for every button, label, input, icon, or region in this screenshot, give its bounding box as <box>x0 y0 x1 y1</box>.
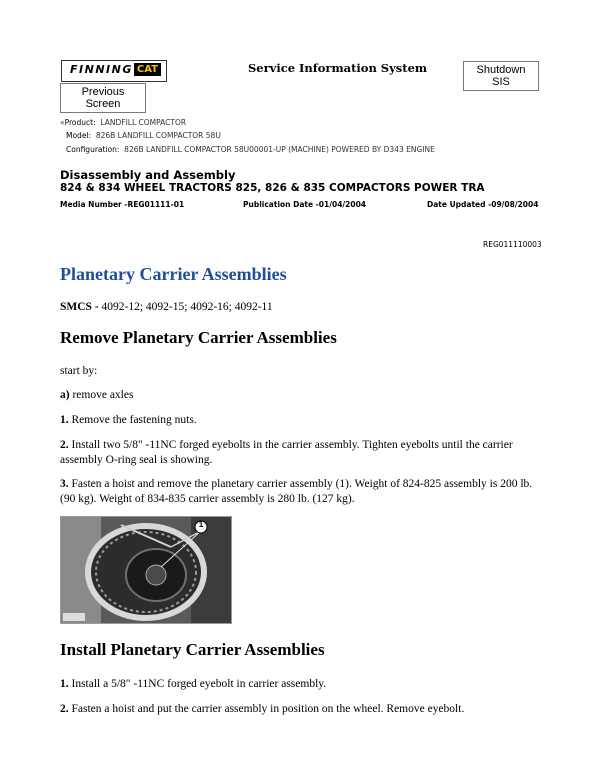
document-id: REG011110003 <box>483 240 542 249</box>
step-a <box>60 388 133 403</box>
start-by-text: start by: <box>60 365 98 377</box>
config-value: 826B LANDFILL COMPACTOR 58U00001-UP (MACHINE) POWERED BY D343 ENGINE <box>124 145 435 154</box>
photo-callout-number: 1 <box>198 520 204 529</box>
product-line <box>60 118 186 127</box>
photo-illustration <box>61 517 231 623</box>
step-a-label: a) <box>60 389 70 401</box>
section-heading: Disassembly and Assembly <box>60 168 236 182</box>
config-key: Configuration: <box>66 145 120 154</box>
product-value: LANDFILL COMPACTOR <box>100 118 187 127</box>
model-value: 826B LANDFILL COMPACTOR 58U <box>95 131 221 140</box>
remove-step-1 <box>60 413 540 428</box>
step-number: 1. <box>60 678 69 690</box>
install-heading: Install Planetary Carrier Assemblies <box>60 640 325 659</box>
cat-badge: CAT <box>134 63 161 76</box>
smcs-label: SMCS - <box>60 301 102 313</box>
page-title: Planetary Carrier Assemblies <box>60 264 287 284</box>
previous-screen-button[interactable]: Previous Screen <box>60 83 146 113</box>
remove-heading: Remove Planetary Carrier Assemblies <box>60 328 337 347</box>
step-number: 2. <box>60 439 69 451</box>
install-step-2 <box>60 702 540 717</box>
step-text: Fasten a hoist and put the carrier assembly in position on the wheel. Remove eyebolt. <box>71 703 465 715</box>
step-text: Install a 5/8" -11NC forged eyebolt in carrier assembly. <box>71 678 327 690</box>
configuration-line <box>66 145 435 154</box>
step-text: Remove the fastening nuts. <box>71 414 197 426</box>
system-title: Service Information System <box>248 61 428 75</box>
step-a-text: remove axles <box>72 389 134 401</box>
date-updated: Date Updated -09/08/2004 <box>427 200 539 209</box>
finning-cat-logo <box>61 60 167 82</box>
doc-subtitle: 824 & 834 WHEEL TRACTORS 825, 826 & 835 COMPACTORS POWER TRA <box>60 182 485 194</box>
step-number: 2. <box>60 703 69 715</box>
step-text: Install two 5/8" -11NC forged eyebolts in the carrier assembly. Tighten eyebolts until the carrier assembly O-ring seal is showing. <box>60 439 513 466</box>
product-key: Product: <box>64 118 96 127</box>
publication-date: Publication Date -01/04/2004 <box>243 200 367 209</box>
step-text: Fasten a hoist and remove the planetary carrier assembly (1). Weight of 824-825 assembly is 200 lb. (90 kg). Weight of 834-835 carrier assembly is 280 lb. (127 kg). <box>60 478 533 505</box>
shutdown-sis-button[interactable]: Shutdown SIS <box>463 61 539 91</box>
remove-step-2 <box>60 438 540 468</box>
install-step-1 <box>60 677 540 692</box>
logo-text: FINNING <box>70 63 133 76</box>
planetary-carrier-photo <box>60 516 232 624</box>
back-chevron-icon[interactable]: « <box>60 118 65 127</box>
smcs-line <box>60 300 273 315</box>
remove-step-3 <box>60 477 540 507</box>
model-line <box>66 131 221 140</box>
smcs-value: 4092-12; 4092-15; 4092-16; 4092-11 <box>101 301 273 313</box>
step-number: 3. <box>60 478 69 490</box>
step-number: 1. <box>60 414 69 426</box>
media-number: Media Number -REG01111-01 <box>60 200 185 209</box>
model-key: Model: <box>66 131 92 140</box>
